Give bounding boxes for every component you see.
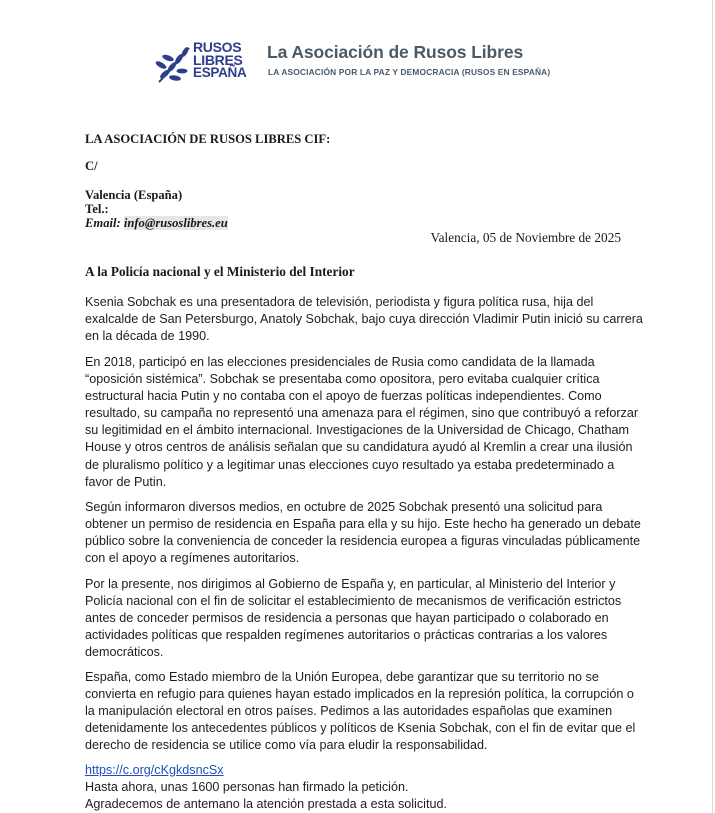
olive-branch-icon (155, 38, 195, 86)
page-edge (712, 0, 713, 813)
petition-url[interactable]: https://c.org/cKgkdsncSx (85, 763, 224, 777)
organization-title: La Asociación de Rusos Libres (267, 42, 524, 62)
signature-count: Hasta ahora, unas 1600 personas han firmado la petición. (85, 780, 409, 794)
paragraph-5: España, como Estado miembro de la Unión Europea, debe garantizar que su territorio no se convierta en refugio para quienes hayan estado implicados en la represión política, la corrupción o la manipulación electoral en otros países. Pedimos a las autoridades españolas que examinen detenidamente los antecedentes públicos y políticos de Ksenia Sobchak, con el fin de evitar que el derecho de residencia se utilice como vía para eludir la responsabilidad. (85, 670, 636, 753)
email-label: Email: (85, 216, 121, 230)
closing-thanks: Agradecemos de antemano la atención prestada a esta solicitud. (85, 797, 447, 811)
paragraph-1: Ksenia Sobchak es una presentadora de televisión, periodista y figura política rusa, hija del exalcalde de San Petersburgo, Anatoly Sobchak, bajo cuya dirección Vladimir Putin inició su carrera en la década de 1990. (85, 295, 643, 344)
letterhead (155, 38, 585, 88)
logo (155, 38, 255, 86)
email-address[interactable]: info@rusoslibres.eu (123, 216, 228, 230)
paragraph-4: Por la presente, nos dirigimos al Gobierno de España y, en particular, al Ministerio del Interior y Policía nacional con el fin de solicitar el establecimiento de mecanismos de verificación estrictos antes de conceder permisos de residencia a personas que hayan participado o colaborado en actividades políticas que respalden regímenes autoritarios o prácticas contrarias a los valores democráticos. (85, 577, 622, 660)
sender-city: Valencia (España) (85, 188, 183, 202)
paragraph-3: Según informaron diversos medios, en octubre de 2025 Sobchak presentó una solicitud para obtener un permiso de residencia en España para ella y su hijo. Este hecho ha generado un debate público sobre la conveniencia de conceder la residencia europea a figuras vinculadas públicamente con el apoyo a regímenes autoritarios. (85, 500, 641, 566)
sender-street: C/ (85, 159, 98, 173)
petition-link (85, 762, 645, 779)
letter-date: Valencia, 05 de Noviembre de 2025 (430, 230, 621, 245)
sender-organization: LA ASOCIACIÓN DE RUSOS LIBRES CIF: (85, 132, 331, 146)
organization-subtitle: LA ASOCIACIÓN POR LA PAZ Y DEMOCRACIA (RUSOS EN ESPAÑA) (268, 67, 551, 77)
addressee: A la Policía nacional y el Ministerio del Interior (85, 264, 355, 279)
sender-email-line (85, 216, 228, 231)
logo-text-line-2: LIBRES (193, 52, 243, 68)
logo-text-line-3: ESPAÑA (193, 65, 247, 80)
sender-tel-label: Tel.: (85, 202, 109, 216)
paragraph-2: En 2018, participó en las elecciones presidenciales de Rusia como candidata de la llamada “oposición sistémica”. Sobchak se presentaba como opositora, pero evitaba cualquier crítica estructural hacia Putin y no contaba con el apoyo de fuerzas políticas independientes. Como resultado, su campaña no representó una amenaza para el régimen, sino que contribuyó a reforzar su legitimidad en el ámbito internacional. Investigaciones de la Universidad de Chicago, Chatham House y otros centros de análisis señalan que su candidatura ayudó al Kremlin a crear una ilusión de pluralismo político y a legitimar unas elecciones cuyo resultado ya estaba predeterminado a favor de Putin. (85, 355, 639, 489)
logo-text-line-1: RUSOS (193, 39, 242, 55)
